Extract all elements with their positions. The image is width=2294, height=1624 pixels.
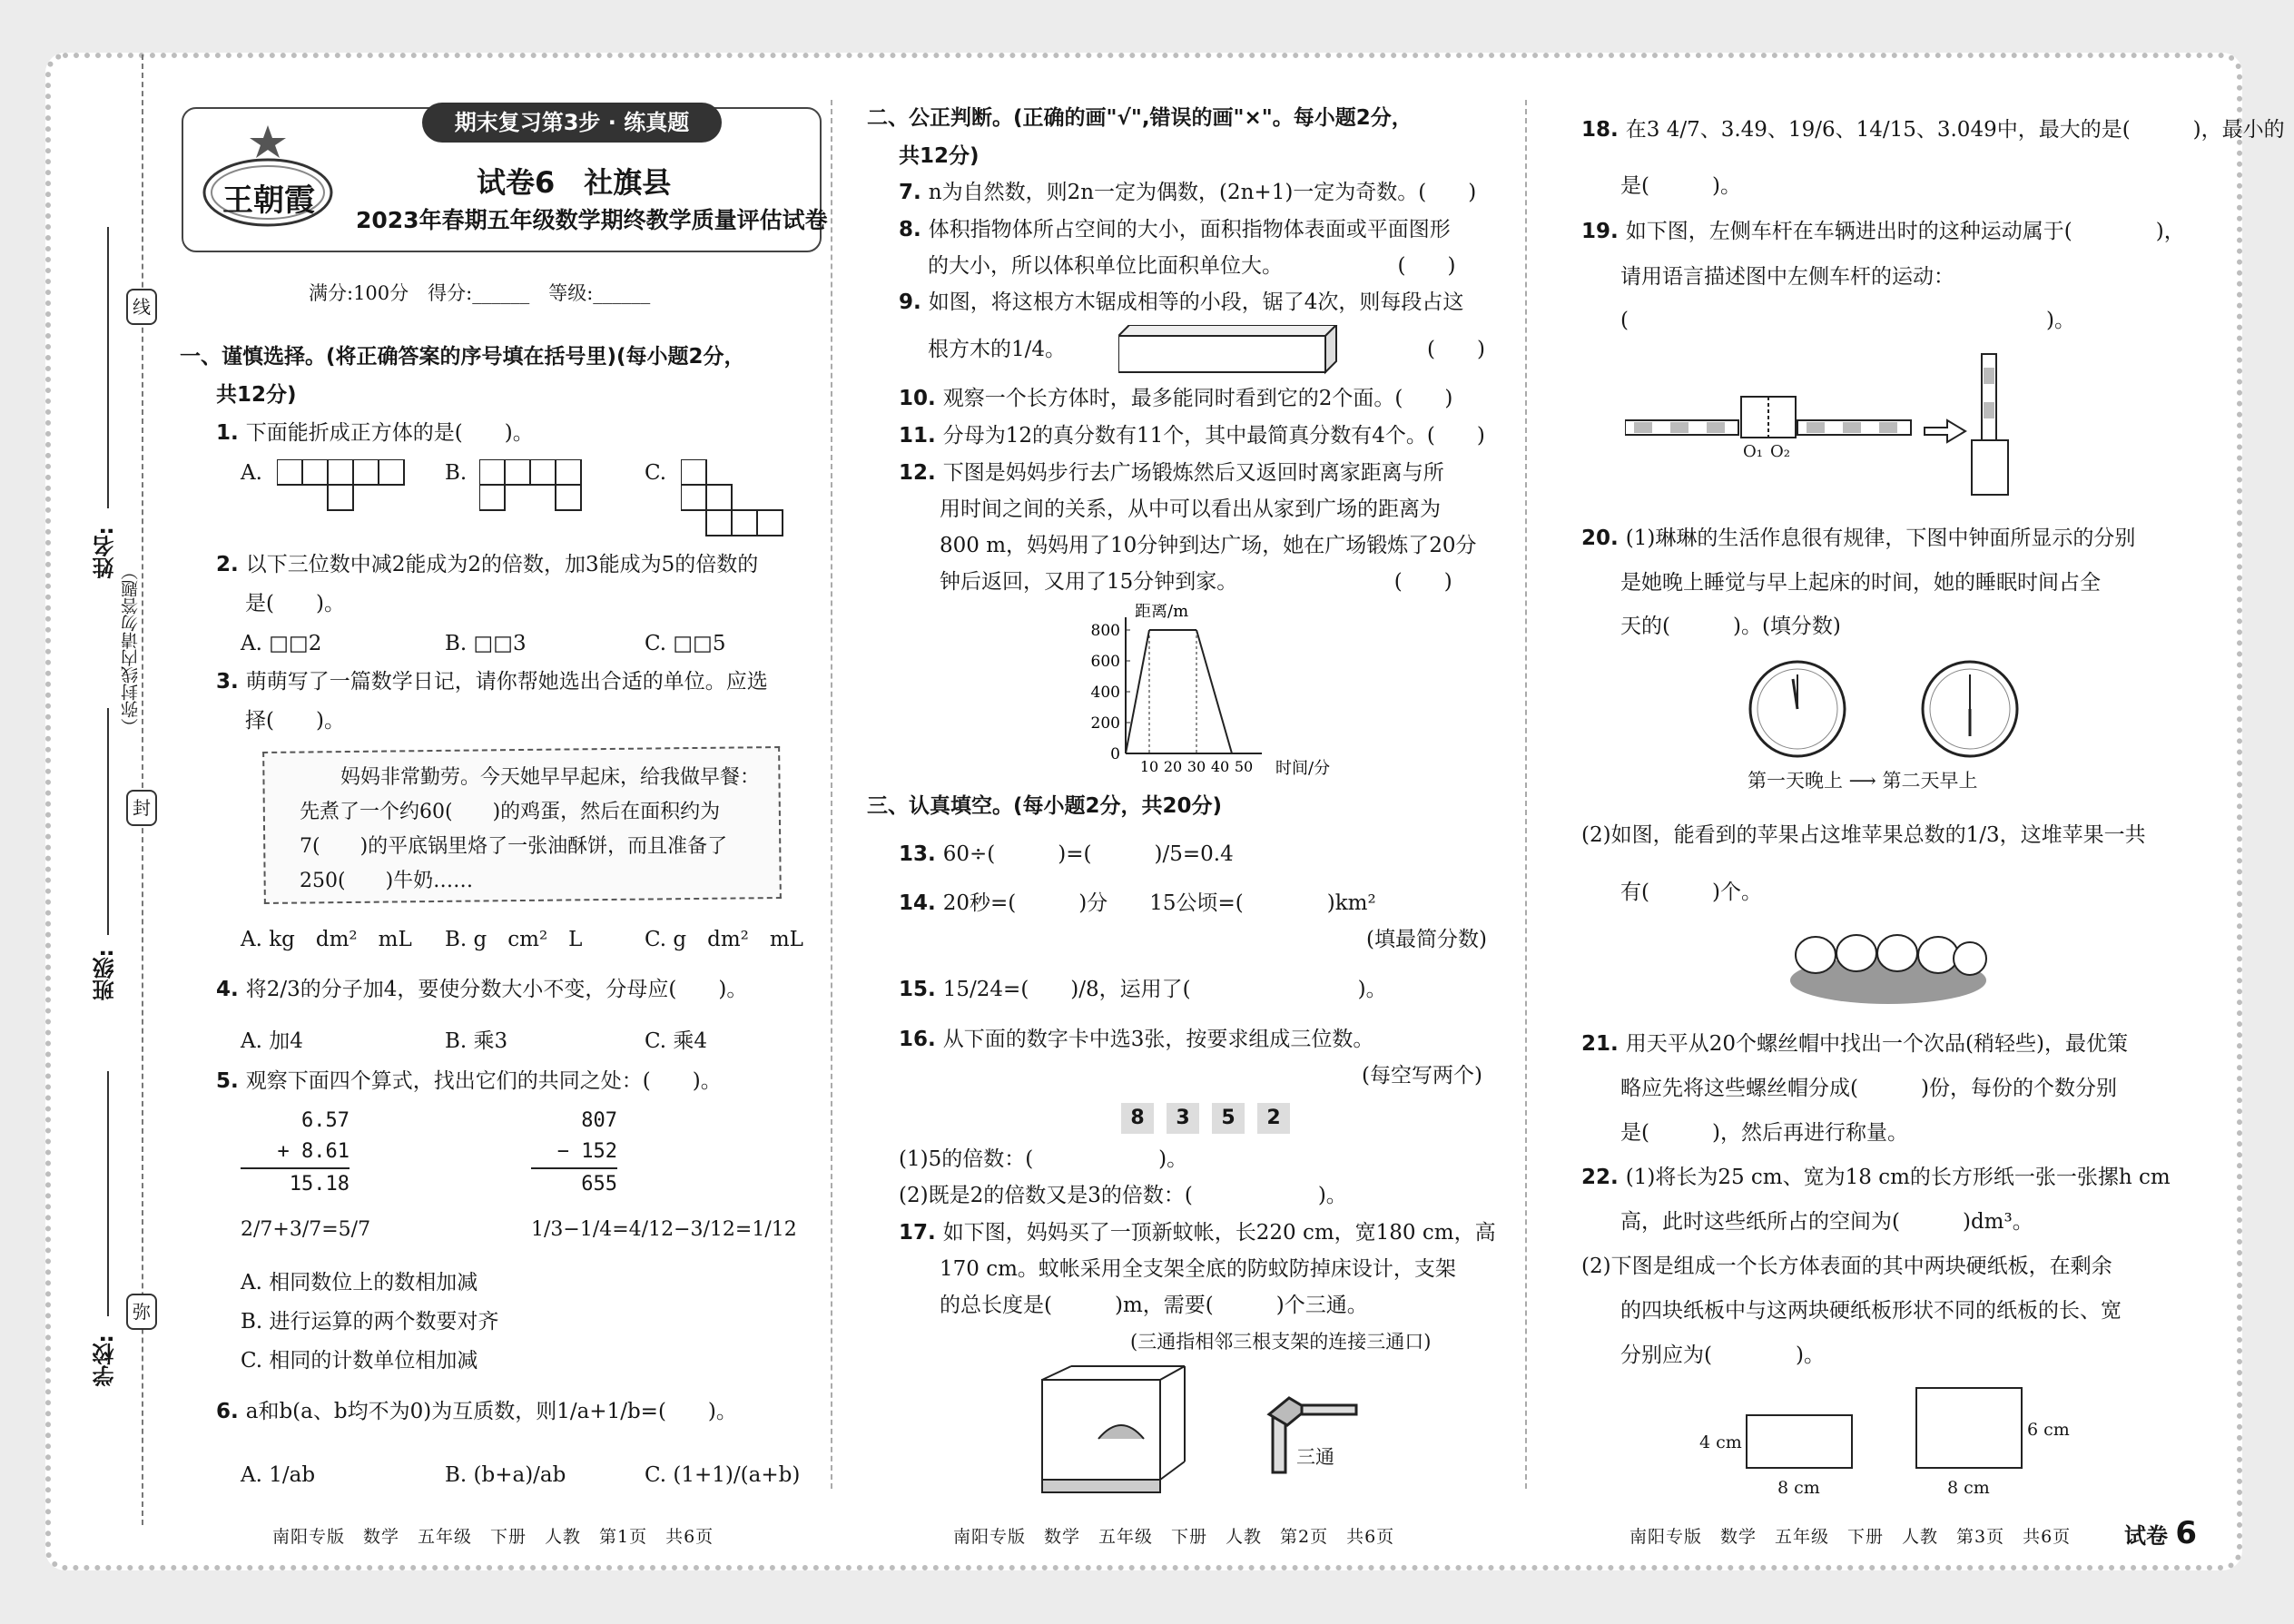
x-tick-label: 20 — [1163, 758, 1183, 775]
name-label: 姓名: — [93, 527, 118, 579]
q1-option-a[interactable]: A. — [241, 461, 262, 485]
y-tick-label: 600 — [1090, 653, 1120, 671]
q9-wood-figure — [1118, 325, 1345, 383]
q2-option-c[interactable]: C. □□5 — [645, 632, 726, 655]
q5: 5. 观察下面四个算式，找出它们的共同之处：( )。 — [216, 1069, 722, 1093]
q6: 6. a和b(a、b均不为0)为互质数，则1/a+1/b=( )。 — [216, 1400, 737, 1423]
x-tick-label: 50 — [1234, 758, 1254, 775]
q9-answer-paren[interactable]: ( ) — [1427, 338, 1485, 361]
q5-option-b[interactable]: B. 进行运算的两个数要对齐 — [241, 1310, 499, 1334]
clock-caption: 第一天晚上 ⟶ 第二天早上 — [1748, 770, 1978, 792]
q20-line-3: 天的( )。(填分数) — [1620, 615, 1841, 638]
logo-text: 王朝霞 — [222, 182, 315, 219]
column-divider-1 — [831, 100, 832, 1489]
cardboard-2-height: 6 cm — [2027, 1420, 2070, 1440]
q16-cards — [1121, 1103, 1303, 1134]
class-line — [107, 708, 109, 935]
q22-part-2-line-3: 分别应为( )。 — [1620, 1343, 1825, 1367]
q12-line-3: 800 m，妈妈用了10分钟到达广场，她在广场锻炼了20分 — [940, 534, 1477, 557]
footer-page-2: 南阳专版 数学 五年级 下册 人教 第2页 共6页 — [953, 1527, 1395, 1547]
barrier-figure — [1625, 349, 2024, 513]
y-tick-label: 0 — [1110, 745, 1120, 763]
q6-option-a[interactable]: A. 1/ab — [241, 1463, 316, 1487]
q9-cont: 根方木的1/4。 — [928, 338, 1067, 361]
q20: 20. (1)琳琳的生活作息很有规律，下图中钟面所显示的分别 — [1581, 527, 2136, 550]
q12: 12. 下图是妈妈步行去广场锻炼然后又返回时离家距离与所 — [899, 461, 1444, 485]
digit-card: 5 — [1212, 1103, 1245, 1134]
y-tick-label: 400 — [1090, 684, 1120, 702]
x-tick-label: 10 — [1139, 758, 1159, 775]
school-line — [107, 1071, 109, 1316]
cardboard-1-height: 4 cm — [1699, 1432, 1742, 1452]
q5-calc-2: 807 − 152 655 — [531, 1106, 617, 1200]
distance-line — [1196, 630, 1232, 753]
clock-morning — [1920, 659, 2020, 763]
tee-label: 三通 — [1296, 1446, 1334, 1468]
q6-option-c[interactable]: C. (1+1)/(a+b) — [645, 1463, 801, 1487]
q20-part-2: (2)如图，能看到的苹果占这堆苹果总数的1/3，这堆苹果一共 — [1581, 823, 2146, 847]
q2-option-b[interactable]: B. □□3 — [445, 632, 527, 655]
diary-line-2: 先煮了一个约60( )的鸡蛋，然后在面积约为 — [300, 801, 721, 823]
q18: 18. 在3 4/7、3.49、19/6、14/15、3.049中，最大的是( )，最小的 — [1581, 118, 2285, 142]
footer-page-1: 南阳专版 数学 五年级 下册 人教 第1页 共6页 — [272, 1527, 714, 1547]
q2-option-a[interactable]: A. □□2 — [241, 632, 322, 655]
q16-part-2: (2)既是2的倍数又是3的倍数：( )。 — [899, 1184, 1347, 1207]
digit-card: 8 — [1121, 1103, 1154, 1134]
diary-line-4: 250( )牛奶…… — [300, 870, 474, 892]
q10: 10. 观察一个长方体时，最多能同时看到它的2个面。( ) — [899, 387, 1453, 410]
q12-line-2: 用时间之间的关系，从中可以看出从家到广场的距离为 — [940, 497, 1441, 521]
q17-line-3: 的总长度是( )m，需要( )个三通。 — [940, 1294, 1368, 1317]
exam-tag: 试卷 6 — [2124, 1515, 2198, 1551]
q3-option-c[interactable]: C. g dm² mL — [645, 928, 803, 951]
q22-part-2-line-2: 的四块纸板中与这两块硬纸板形状不同的纸板的长、宽 — [1620, 1299, 2122, 1323]
q7: 7. n为自然数，则2n一定为偶数，(2n+1)一定为奇数。( ) — [899, 181, 1477, 204]
step-badge: 期末复习第3步 · 练真题 — [422, 103, 722, 143]
clock-night — [1748, 659, 1847, 763]
q1-net-b — [479, 459, 588, 517]
pivot-o2: O₂ — [1770, 442, 1790, 461]
q1-net-a — [277, 459, 413, 517]
q22-line-2: 高，此时这些纸所占的空间为( )dm³。 — [1620, 1210, 2033, 1234]
q21-line-2: 略应先将这些螺丝帽分成( )份，每份的个数分别 — [1620, 1077, 2117, 1100]
y-tick-label: 200 — [1090, 714, 1120, 733]
q5-equation-1: 2/7+3/7=5/7 — [241, 1218, 371, 1241]
class-label: 班级: — [93, 949, 118, 1001]
q3: 3. 萌萌写了一篇数学日记，请你帮她选出合适的单位。应选 — [216, 670, 768, 694]
q14-note: (填最简分数) — [1366, 928, 1487, 951]
name-line — [107, 227, 109, 508]
q17-note: (三通指相邻三根支架的连接三通口) — [1130, 1331, 1432, 1353]
q12-chart — [1076, 604, 1339, 780]
exam-subtitle: 2023年春期五年级数学期终教学质量评估试卷 — [356, 207, 828, 233]
q12-line-4: 钟后返回，又用了15分钟到家。 ( ) — [940, 570, 1452, 594]
q21: 21. 用天平从20个螺丝帽中找出一个次品(稍轻些)，最优策 — [1581, 1032, 2128, 1056]
x-axis-label: 时间/分 — [1275, 759, 1331, 776]
tee-connector-figure — [1262, 1389, 1362, 1483]
q4-option-c[interactable]: C. 乘4 — [645, 1029, 708, 1053]
q5-option-c[interactable]: C. 相同的计数单位相加减 — [241, 1349, 478, 1373]
seal-seal: 封 — [126, 790, 157, 826]
q21-line-3: 是( )，然后再进行称量。 — [1620, 1121, 1908, 1145]
warning-text: （弥封线内请勿答题） — [121, 563, 141, 735]
q22-part-2: (2)下图是组成一个长方体表面的其中两块硬纸板，在剩余 — [1581, 1255, 2112, 1278]
diary-line-3: 7( )的平底锅里烙了一张油酥饼，而且准备了 — [300, 835, 728, 858]
digit-card: 2 — [1257, 1103, 1290, 1134]
q1: 1. 下面能折成正方体的是( )。 — [216, 421, 534, 445]
column-divider-2 — [1525, 100, 1527, 1489]
q2-cont: 是( )。 — [245, 592, 345, 615]
q16-note: (每空写两个) — [1362, 1064, 1482, 1088]
y-tick-label: 800 — [1090, 622, 1120, 640]
section-2-title: 二、公正判断。(正确的画"√",错误的画"×"。每小题2分， — [867, 106, 1413, 130]
q17: 17. 如下图，妈妈买了一顶新蚊帐，长220 cm，宽180 cm，高 — [899, 1221, 1496, 1245]
q15: 15. 15/24=( )/8，运用了( )。 — [899, 978, 1387, 1001]
x-tick-label: 40 — [1210, 758, 1230, 775]
section-3-title: 三、认真填空。(每小题2分，共20分) — [867, 794, 1223, 818]
q3-cont: 择( )。 — [245, 709, 345, 733]
q14: 14. 20秒=( )分 15公顷=( )km² — [899, 891, 1376, 915]
q1-option-c[interactable]: C. — [645, 461, 667, 485]
logo — [200, 118, 336, 236]
footer-page-3: 南阳专版 数学 五年级 下册 人教 第3页 共6页 — [1629, 1527, 2072, 1547]
q8: 8. 体积指物体所占空间的大小，面积指物体表面或平面图形 — [899, 218, 1451, 241]
q5-equation-2: 1/3−1/4=4/12−3/12=1/12 — [531, 1218, 797, 1241]
q19-line-3: ( )。 — [1620, 309, 2075, 332]
q3-option-b[interactable]: B. g cm² L — [445, 928, 583, 951]
diary-line-1: 妈妈非常勤劳。今天她早早起床，给我做早餐： — [340, 766, 761, 789]
q5-calc-1: 6.57 + 8.61 15.18 — [241, 1106, 350, 1200]
seal-line: 线 — [126, 289, 157, 325]
apple-pile-figure — [1788, 919, 1988, 1013]
y-axis-label: 距离/m — [1135, 604, 1189, 621]
q5-option-a[interactable]: A. 相同数位上的数相加减 — [241, 1271, 478, 1294]
q1-option-b[interactable]: B. — [445, 461, 468, 485]
exam-title: 试卷6 社旗县 — [477, 165, 672, 200]
q16: 16. 从下面的数字卡中选3张，按要求组成三位数。 — [899, 1028, 1374, 1051]
seal-mi: 弥 — [126, 1294, 157, 1330]
q18-cont: 是( )。 — [1620, 174, 1741, 198]
q1-net-c — [681, 459, 790, 545]
cardboard-2 — [1915, 1387, 2023, 1469]
q8-cont: 的大小，所以体积单位比面积单位大。 ( ) — [928, 254, 1456, 278]
q22: 22. (1)将长为25 cm、宽为18 cm的长方形纸一张一张摞h cm — [1581, 1166, 2171, 1189]
q13: 13. 60÷( )=( )/5=0.4 — [899, 842, 1234, 866]
q17-line-2: 170 cm。蚊帐采用全支架全底的防蚊防掉床设计，支架 — [940, 1257, 1456, 1281]
q4: 4. 将2/3的分子加4，要使分数大小不变，分母应( )。 — [216, 978, 748, 1001]
q2: 2. 以下三位数中减2能成为2的倍数，加3能成为5的倍数的 — [216, 553, 759, 576]
q16-part-1: (1)5的倍数：( )。 — [899, 1147, 1188, 1171]
q3-option-a[interactable]: A. kg dm² mL — [241, 928, 412, 951]
cardboard-1-width: 8 cm — [1777, 1478, 1820, 1498]
cardboard-1 — [1746, 1414, 1853, 1469]
q19-line-2: 请用语言描述图中左侧车杆的运动： — [1620, 265, 1954, 289]
q9: 9. 如图，将这根方木锯成相等的小段，锯了4次，则每段占这 — [899, 290, 1464, 314]
q4-option-a[interactable]: A. 加4 — [241, 1029, 303, 1053]
digit-card: 3 — [1167, 1103, 1199, 1134]
pivot-o1: O₁ — [1743, 442, 1763, 461]
q19: 19. 如下图，左侧车杆在车辆进出时的这种运动属于( )， — [1581, 220, 2185, 243]
mosquito-net-figure — [1035, 1362, 1189, 1501]
section-1-title: 一、谨慎选择。(将正确答案的序号填在括号里)(每小题2分， — [180, 345, 745, 369]
q20-line-2: 是她晚上睡觉与早上起床的时间，她的睡眠时间占全 — [1620, 571, 2101, 595]
x-tick-label: 30 — [1186, 758, 1206, 775]
section-2-title-cont: 共12分) — [899, 144, 980, 168]
q4-option-b[interactable]: B. 乘3 — [445, 1029, 508, 1053]
q11: 11. 分母为12的真分数有11个，其中最简真分数有4个。( ) — [899, 424, 1485, 448]
school-label: 学校: — [93, 1334, 118, 1387]
q6-option-b[interactable]: B. (b+a)/ab — [445, 1463, 566, 1487]
q20-part-2-cont: 有( )个。 — [1620, 881, 1762, 904]
section-1-title-cont: 共12分) — [216, 383, 297, 407]
cardboard-2-width: 8 cm — [1947, 1478, 1990, 1498]
score-line: 满分:100分 得分:______ 等级:______ — [309, 282, 651, 304]
